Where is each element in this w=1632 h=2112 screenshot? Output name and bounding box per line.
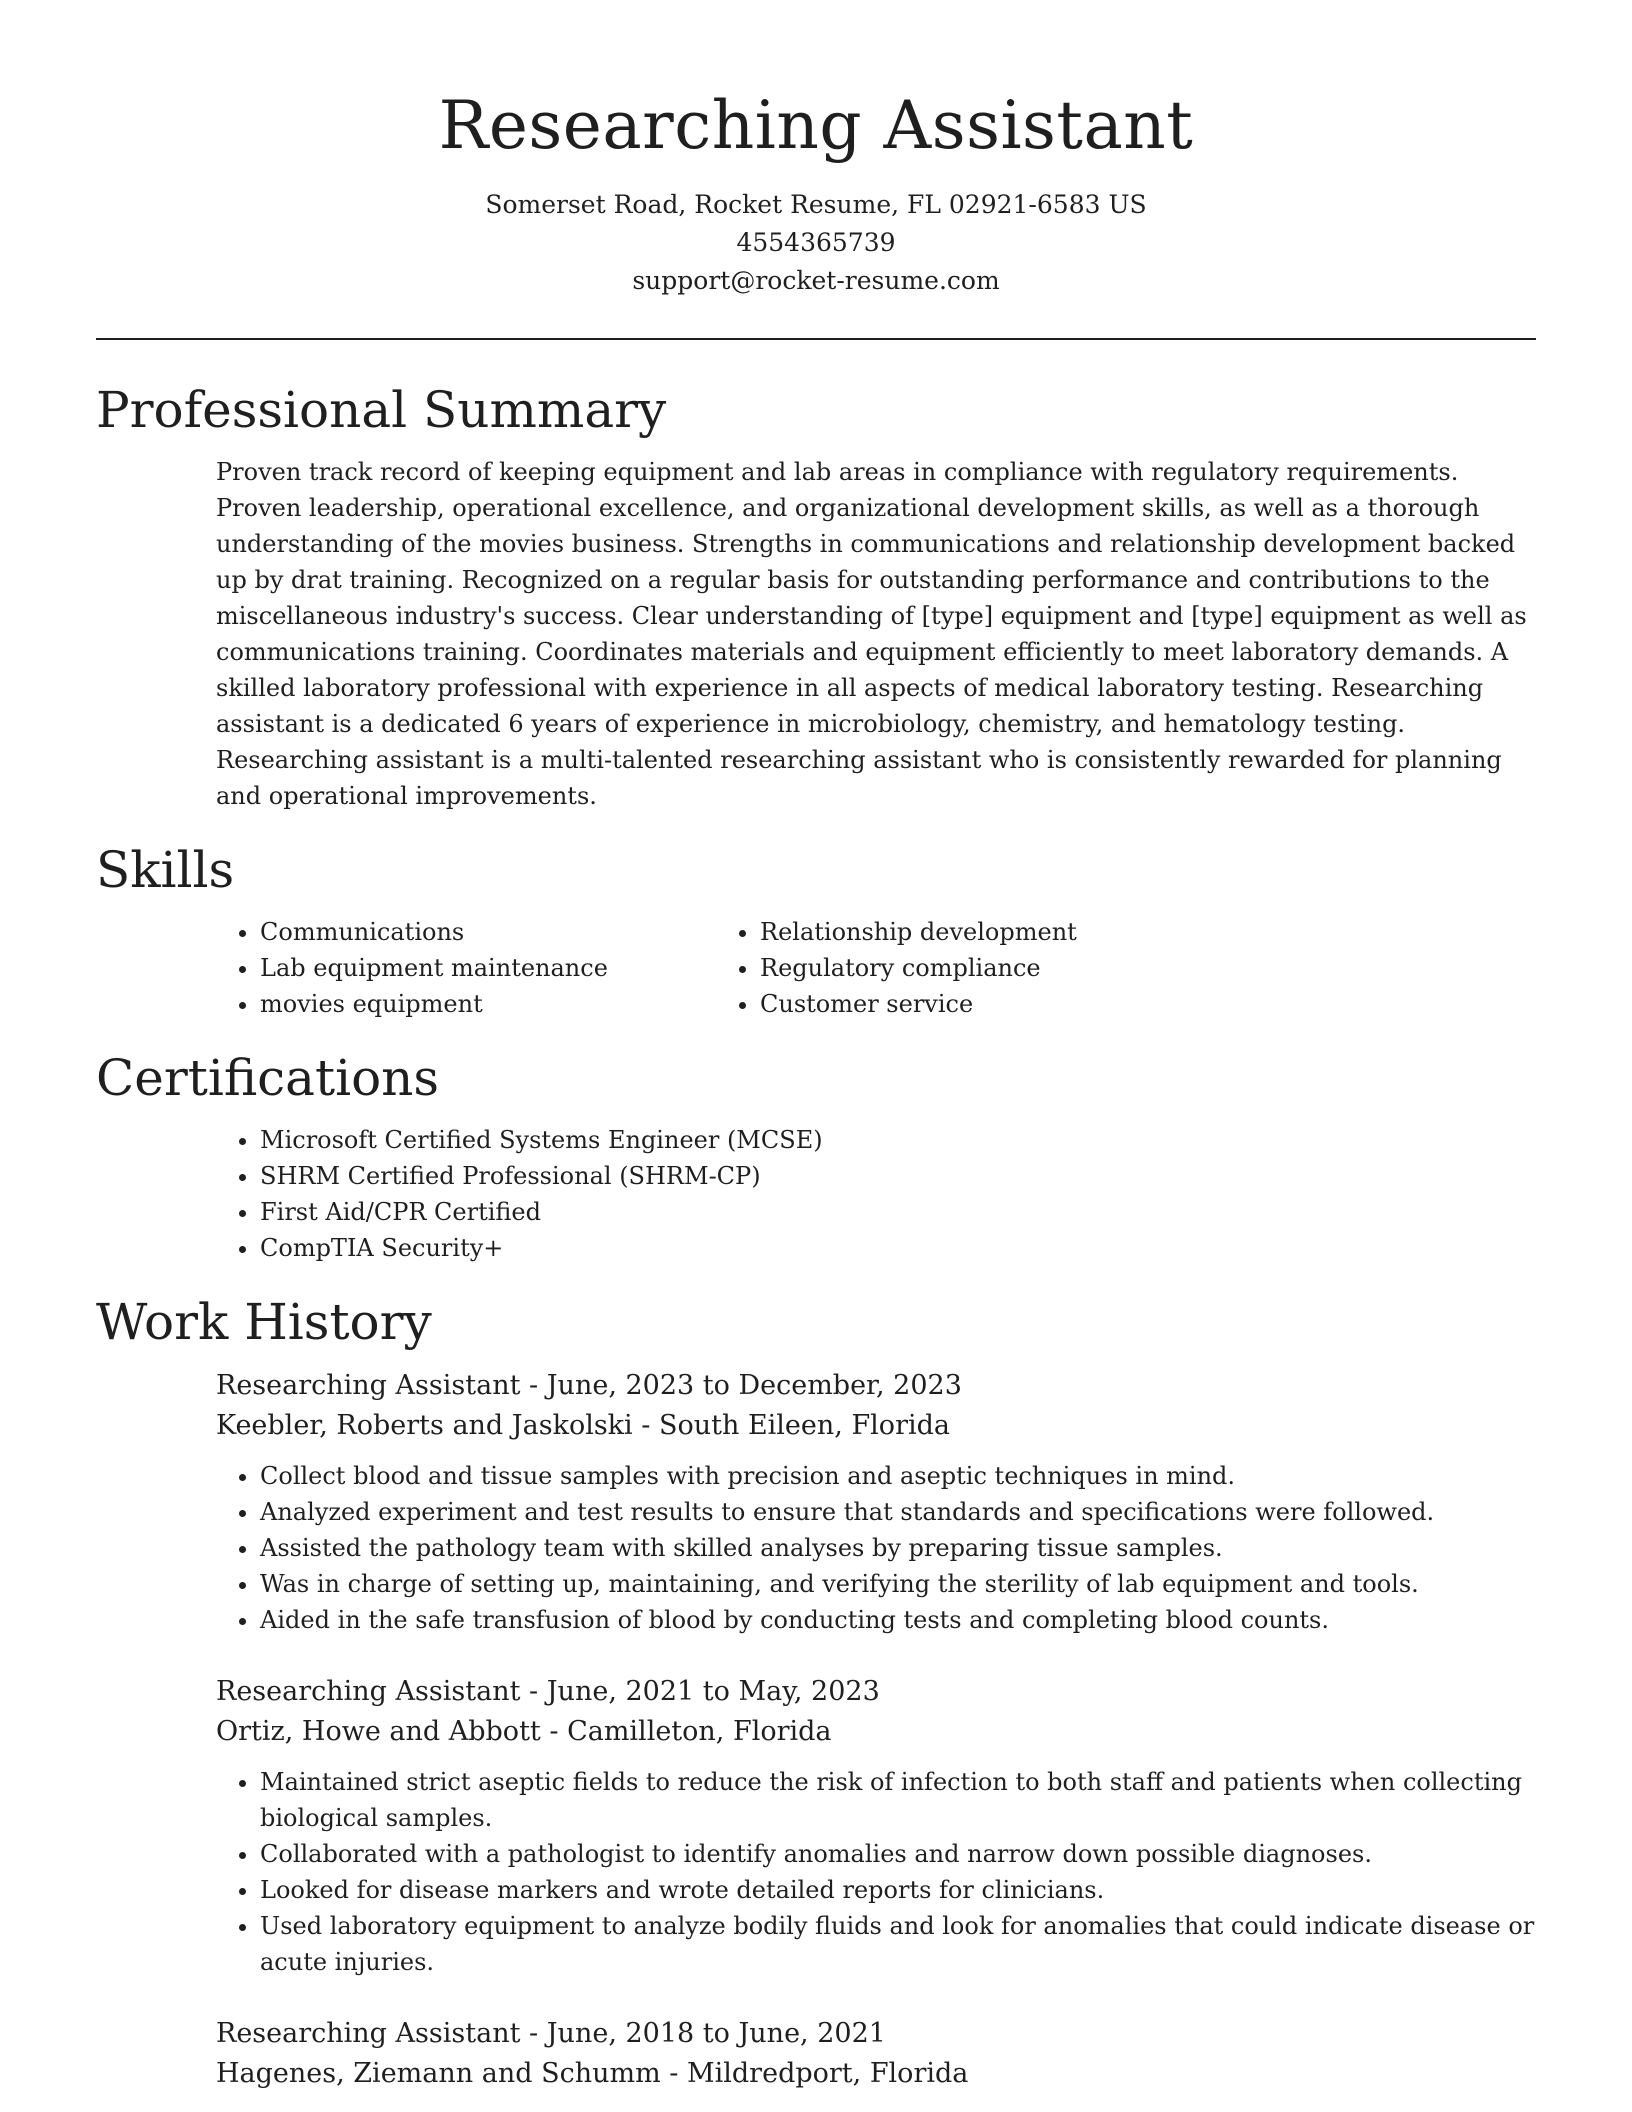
list-item: • Analyzed experiment and test results to ensure that standards and specifications were followed. <box>260 1494 1536 1530</box>
job-company-line: Ortiz, Howe and Abbott - Camilleton, Florida <box>216 1716 832 1747</box>
list-item: • Communications <box>260 914 746 950</box>
job-location: Camilleton, Florida <box>567 1716 832 1747</box>
email: support@rocket-resume.com <box>632 266 1000 295</box>
job-company: Keebler, Roberts and Jaskolski <box>216 1410 633 1441</box>
job-entry <box>96 1672 1536 1980</box>
list-item: • Customer service <box>760 986 1396 1022</box>
job-location: South Eileen, Florida <box>658 1410 950 1441</box>
header-divider <box>96 338 1536 340</box>
job-title-line: Researching Assistant - June, 2018 to June, 2021 <box>216 2018 886 2049</box>
list-item: • Assisted the pathology team with skilled analyses by preparing tissue samples. <box>260 1530 1536 1566</box>
job-bullets <box>96 1458 1536 1638</box>
job-dates: June, 2021 to May, 2023 <box>546 1676 880 1707</box>
list-item: • Collect blood and tissue samples with precision and aseptic techniques in mind. <box>260 1458 1536 1494</box>
list-item: • Collaborated with a pathologist to identify anomalies and narrow down possible diagnoses. <box>260 1836 1536 1872</box>
work-history-section <box>96 1292 1536 2094</box>
certifications-section <box>96 1048 1536 1266</box>
resume-page <box>96 0 1536 2112</box>
job-location: Mildredport, Florida <box>686 2058 969 2089</box>
job-company: Ortiz, Howe and Abbott <box>216 1716 541 1747</box>
list-item: • Microsoft Certified Systems Engineer (MCSE) <box>260 1122 1536 1158</box>
section-title-skills: Skills <box>96 841 235 899</box>
job-company: Hagenes, Ziemann and Schumm <box>216 2058 661 2089</box>
job-dates: June, 2018 to June, 2021 <box>546 2018 886 2049</box>
list-item: • Aided in the safe transfusion of blood by conducting tests and completing blood counts. <box>260 1602 1536 1638</box>
summary-text: Proven track record of keeping equipment and lab areas in compliance with regulatory requirements. Proven leadership, operational excellence, and organizational development skills, as well as a thorough understanding of the movies business. Strengths in communications and relationship development backed up by drat training. Recognized on a regular basis for outstanding performance and contributions to the miscellaneous industry's success. Clear understanding of [type] equipment and [type] equipment as well as communications training. Coordinates materials and equipment efficiently to meet laboratory demands. A skilled laboratory professional with experience in all aspects of medical laboratory testing. Researching assistant is a dedicated 6 years of experience in microbiology, chemistry, and hematology testing. Researching assistant is a multi-talented researching assistant who is consistently rewarded for planning and operational improvements. <box>216 458 1527 810</box>
list-item: • Relationship development <box>760 914 1396 950</box>
job-company-line: Hagenes, Ziemann and Schumm - Mildredport, Florida <box>216 2058 969 2089</box>
job-bullets <box>96 1764 1536 1980</box>
section-title-work-history: Work History <box>96 1293 432 1351</box>
job-entry <box>96 2014 1536 2094</box>
list-item: • Was in charge of setting up, maintaining, and verifying the sterility of lab equipment and tools. <box>260 1566 1536 1602</box>
list-item: • Used laboratory equipment to analyze bodily fluids and look for anomalies that could indicate disease or acute injuries. <box>260 1908 1536 1980</box>
job-dates: June, 2023 to December, 2023 <box>546 1370 962 1401</box>
job-title-line: Researching Assistant - June, 2021 to May, 2023 <box>216 1676 880 1707</box>
job-title-line: Researching Assistant - June, 2023 to December, 2023 <box>216 1370 962 1401</box>
job-title: Researching Assistant <box>216 1676 521 1707</box>
list-item: • movies equipment <box>260 986 746 1022</box>
section-title-certifications: Certifications <box>96 1049 440 1107</box>
job-company-line: Keebler, Roberts and Jaskolski - South Eileen, Florida <box>216 1410 950 1441</box>
list-item: • Maintained strict aseptic fields to reduce the risk of infection to both staff and patients when collecting biological samples. <box>260 1764 1536 1836</box>
candidate-name: Researching Assistant <box>438 87 1194 164</box>
professional-summary-section <box>96 380 1536 814</box>
address: Somerset Road, Rocket Resume, FL 02921-6583 US <box>485 190 1147 219</box>
skills-list-left <box>96 914 746 1022</box>
job-entry <box>96 1366 1536 1638</box>
list-item: • SHRM Certified Professional (SHRM-CP) <box>260 1158 1536 1194</box>
skills-section <box>96 840 1536 1022</box>
list-item: • First Aid/CPR Certified <box>260 1194 1536 1230</box>
section-title-summary: Professional Summary <box>96 381 667 439</box>
job-title: Researching Assistant <box>216 2018 521 2049</box>
list-item: • Looked for disease markers and wrote detailed reports for clinicians. <box>260 1872 1536 1908</box>
job-title: Researching Assistant <box>216 1370 521 1401</box>
list-item: • CompTIA Security+ <box>260 1230 1536 1266</box>
certifications-list <box>96 1122 1536 1266</box>
skills-list-right <box>746 914 1396 1022</box>
resume-header <box>96 0 1536 300</box>
phone: 4554365739 <box>736 228 896 257</box>
skills-grid <box>96 914 1536 1022</box>
list-item: • Regulatory compliance <box>760 950 1396 986</box>
list-item: • Lab equipment maintenance <box>260 950 746 986</box>
